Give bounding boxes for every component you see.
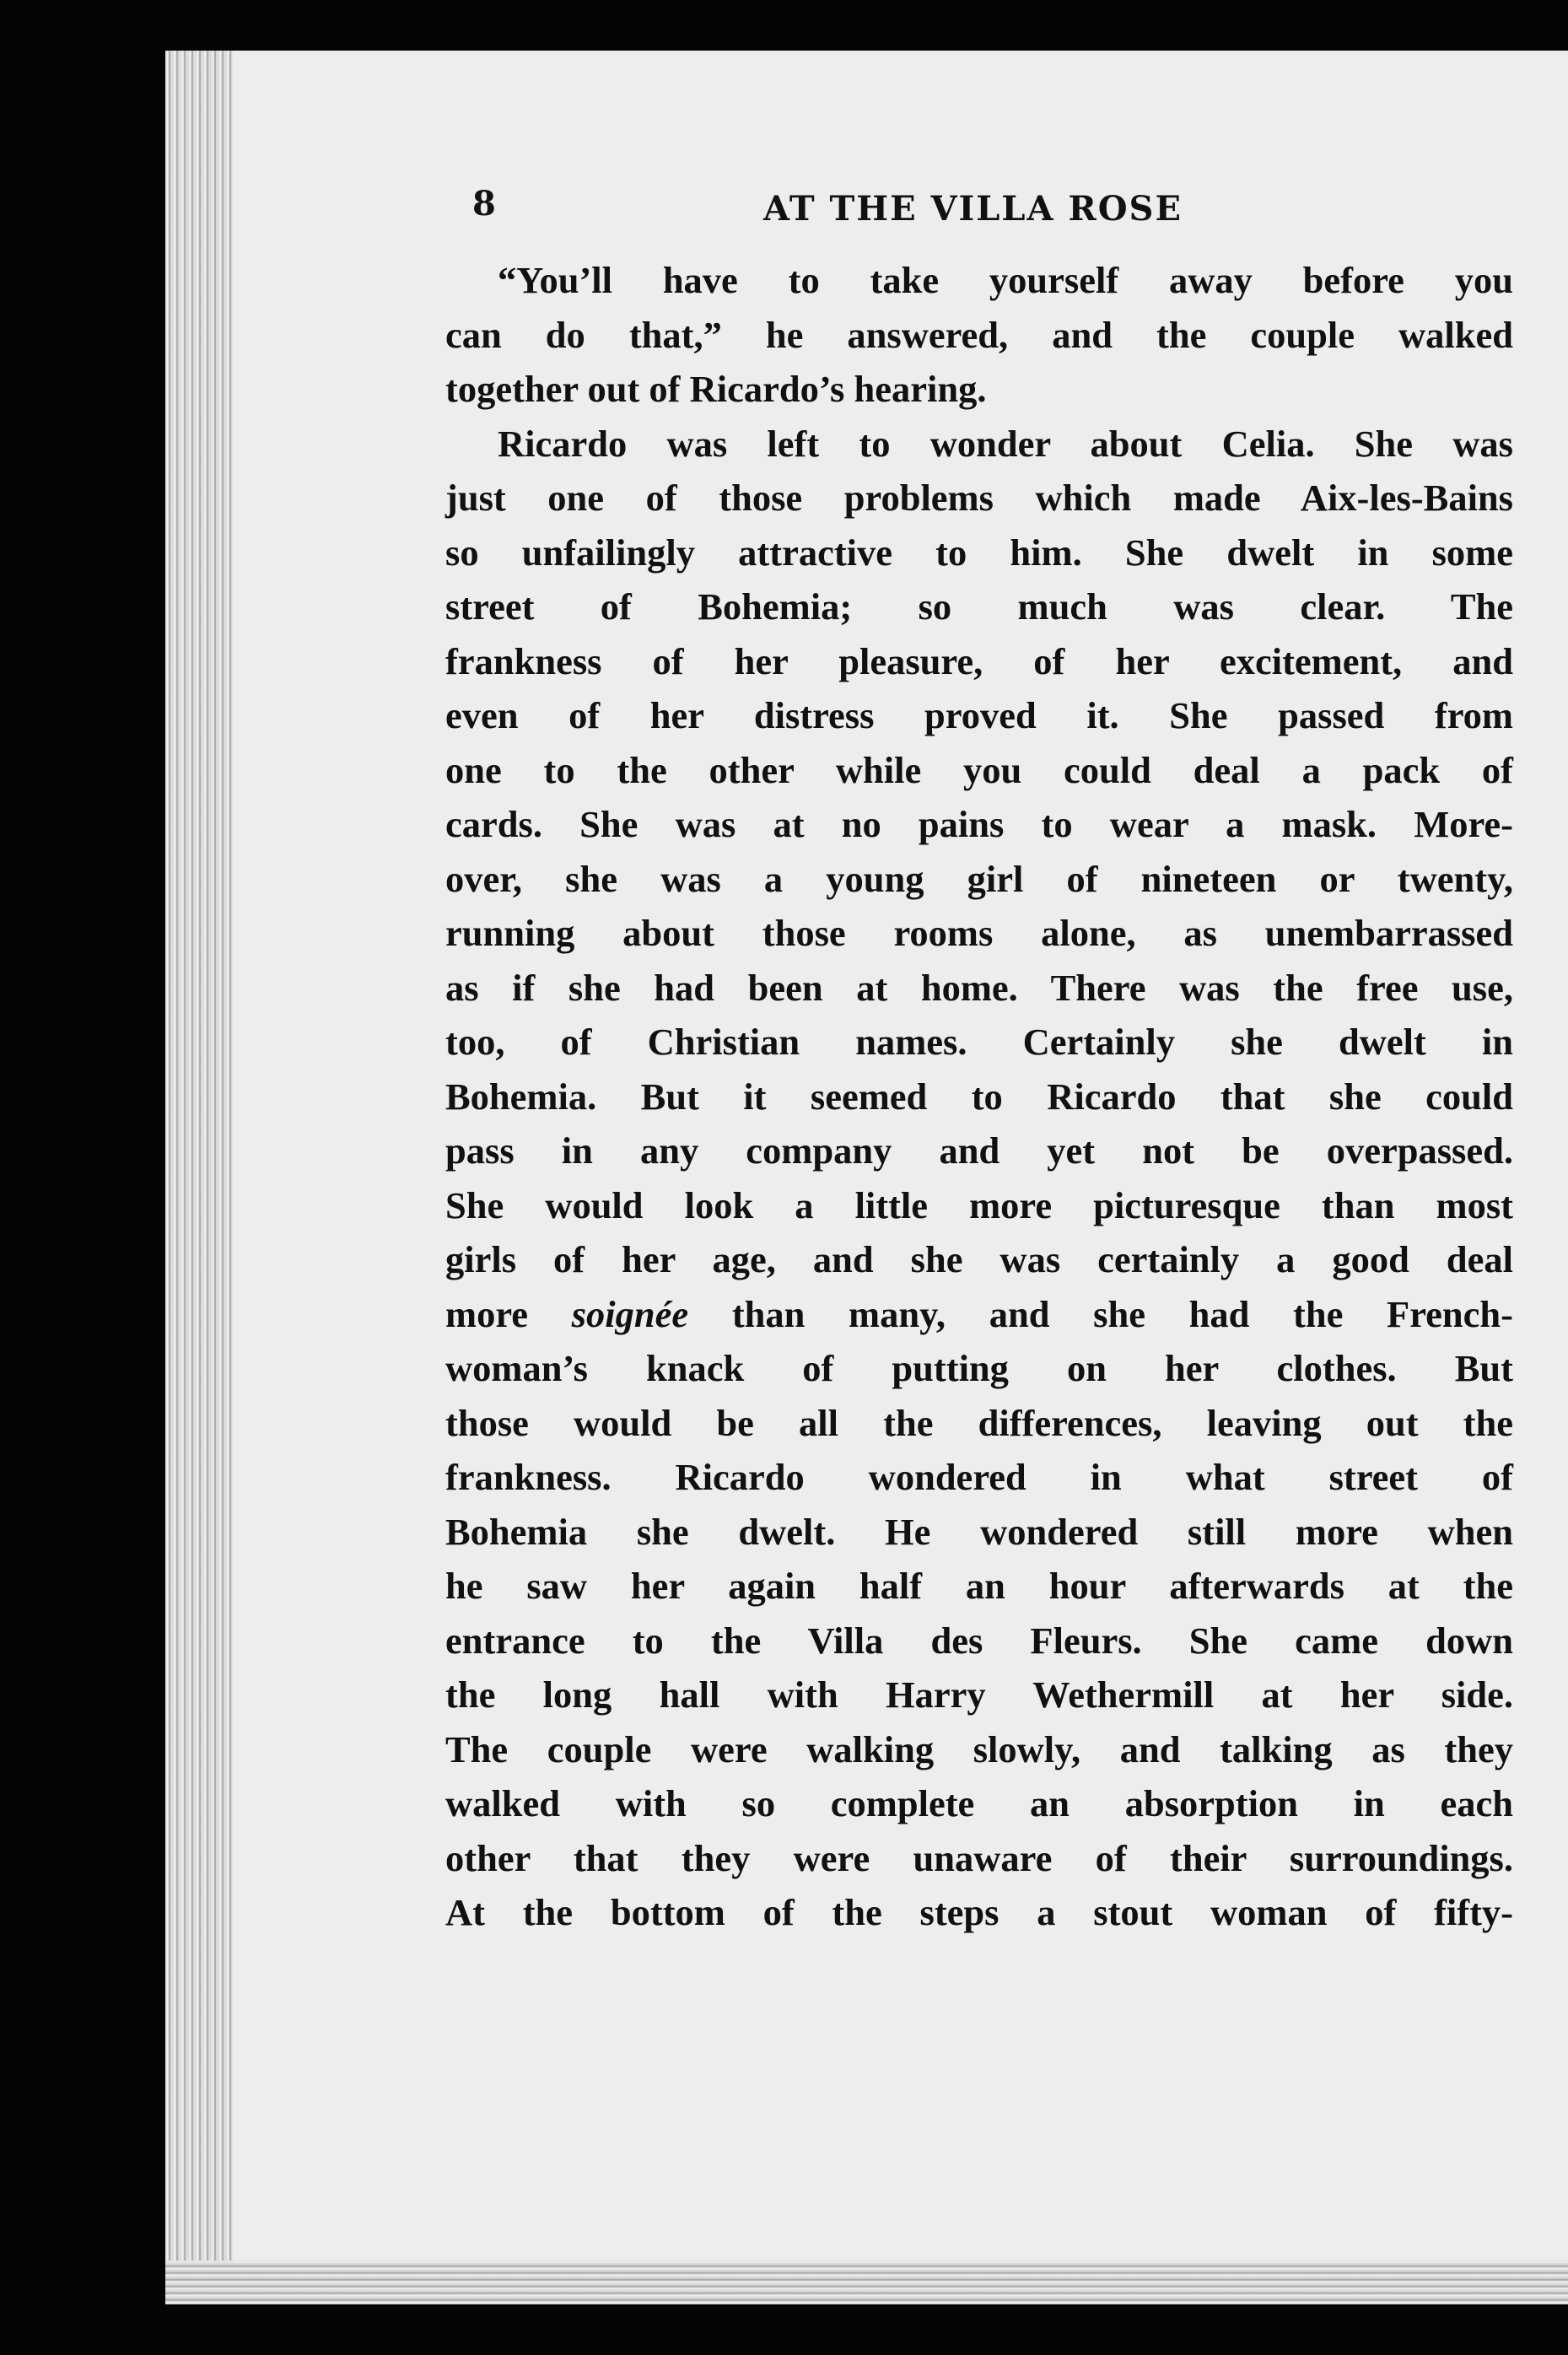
text-line: street of Bohemia; so much was clear. The: [445, 585, 1513, 628]
body-text: [445, 253, 1513, 1940]
text-line: just one of those problems which made Aix-les-Bains: [445, 477, 1513, 519]
text-line: walked with so complete an absorption in each: [445, 1782, 1513, 1824]
page-header: [472, 184, 1510, 234]
text-line: over, she was a young girl of nineteen or twenty,: [445, 857, 1513, 900]
text-line: can do that,” he answered, and the couple walked: [445, 313, 1513, 356]
text-line: he saw her again half an hour afterwards at the: [445, 1565, 1513, 1607]
text-line: entrance to the Villa des Fleurs. She came down: [445, 1619, 1513, 1662]
text-line: The couple were walking slowly, and talking as they: [445, 1727, 1513, 1770]
text-line: as if she had been at home. There was the free use,: [445, 966, 1513, 1009]
text-line: one to the other while you could deal a pack of: [445, 748, 1513, 791]
text-line: frankness. Ricardo wondered in what street of: [445, 1456, 1513, 1498]
text-line: Ricardo was left to wonder about Celia. She was: [498, 422, 1513, 465]
paragraph-1: [445, 253, 1513, 417]
text-line: the long hall with Harry Wethermill at her side.: [445, 1673, 1513, 1716]
text-line-with-italic: [445, 1287, 1513, 1342]
text-fragment: more: [445, 1292, 572, 1335]
text-line: At the bottom of the steps a stout woman of fifty-: [445, 1891, 1513, 1933]
text-line: running about those rooms alone, as unembarrassed: [445, 912, 1513, 954]
paragraph-2: [445, 417, 1513, 1940]
text-line: girls of her age, and she was certainly a good deal: [445, 1238, 1513, 1280]
text-line: Bohemia she dwelt. He wondered still more when: [445, 1510, 1513, 1553]
text-line: those would be all the differences, leaving out the: [445, 1401, 1513, 1444]
page-number: 8: [472, 184, 496, 224]
text-line: together out of Ricardo’s hearing.: [445, 368, 987, 410]
text-line: Bohemia. But it seemed to Ricardo that she could: [445, 1075, 1513, 1118]
italic-word: soignée: [571, 1292, 689, 1335]
text-line: even of her distress proved it. She passed from: [445, 694, 1513, 736]
text-line: She would look a little more picturesque than most: [445, 1183, 1513, 1226]
text-line: pass in any company and yet not be overpassed.: [445, 1129, 1513, 1172]
text-line: too, of Christian names. Certainly she dwelt in: [445, 1021, 1513, 1063]
text-fragment: than many, and she had the French-: [688, 1292, 1513, 1335]
text-line: woman’s knack of putting on her clothes. But: [445, 1347, 1513, 1389]
text-line: “You’ll have to take yourself away before you: [498, 259, 1513, 301]
page-edges-bottom: [165, 2261, 1568, 2304]
text-line: other that they were unaware of their surroundings.: [445, 1836, 1513, 1879]
text-line: frankness of her pleasure, of her excitement, and: [445, 639, 1513, 682]
text-line: cards. She was at no pains to wear a mask. More-: [445, 803, 1513, 845]
text-line: so unfailingly attractive to him. She dwelt in some: [445, 531, 1513, 574]
running-head: AT THE VILLA ROSE: [763, 189, 1183, 229]
